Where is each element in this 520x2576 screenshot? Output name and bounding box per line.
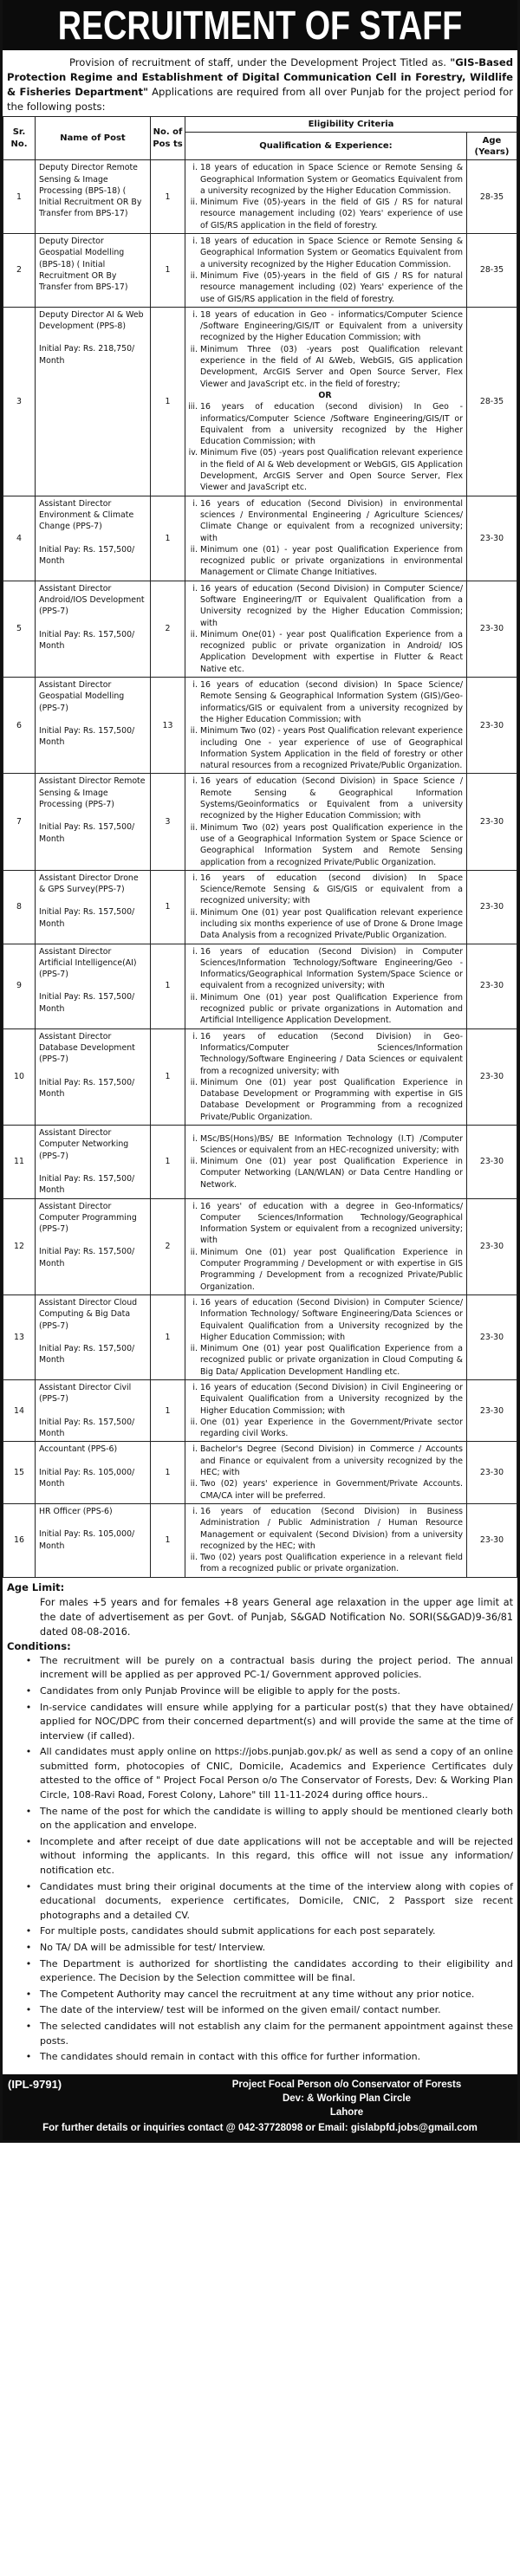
qualification-cell [185,234,467,308]
condition-item [17,1957,513,1986]
qualification-item [187,1077,463,1123]
item-text: 16 years of education (Second Division) in Computer Science/ Software Engineering/IT or Equivalent Qualification from a University recognized by the Higher Education Commission; with [200,583,463,628]
item-text: Minimum One(01) - year post Qualification Experience from a recognized public or private organization in Android/ IOS Application Development with expertise in Flutter & React Native etc. [200,629,463,674]
qualification-item [187,873,463,907]
condition-text: In-service candidates will ensure while applying for a particular post(s) that they have obtained/ applied for NOC/DPC from their concerned department(s) and will provide the same at the time of interview (if called). [40,1701,513,1742]
post-name-cell [36,944,151,1028]
serial-number: 11 [3,1126,36,1198]
office-line-2: Dev: & Working Plan Circle [282,2093,412,2104]
item-text: MSc/BS(Hons)/BS/ BE Information Technology (I.T) /Computer Sciences or equivalent from an HEC-recognized university; with [200,1133,463,1155]
item-text: 16 years of education (Second Division) in Geo-Informatics/Computer Sciences/Information Technology/Software Engineering / Data Sciences or equivalent from a recognized university; with [200,1031,463,1076]
initial-pay: Initial Pay: Rs. 157,500/ Month [39,725,135,748]
qualification-item [187,498,463,544]
conditions-heading: Conditions: [7,1639,71,1652]
post-name-cell [36,1294,151,1379]
item-text: One (01) year Experience in the Government/Private sector regarding civil Works. [200,1417,463,1439]
table-row [3,581,517,677]
intro-paragraph [3,50,517,116]
post-name: Assistant Director Cloud Computing & Big Data (PPS-7) [39,1297,138,1331]
condition-item [17,1701,513,1744]
condition-item [17,1684,513,1699]
age-limit-text: For males +5 years and for females +8 years General age relaxation in the upper age limit at the date of advertisement as per Govt. of Punjab, S&GAD Notification No. SORI(S&GAD)9-36/81 dated 08-08-2016. [40,1596,513,1638]
item-text: 16 years of education (Second Division) in Business Administration / Public Administration / Human Resource Management or equivalent (Second Division) from a university recognized by the HEC; with [200,1506,463,1551]
qualification-cell [185,1294,467,1379]
condition-item [17,1941,513,1956]
age-range: 28-35 [467,234,517,308]
post-name-cell [36,1028,151,1125]
initial-pay: Initial Pay: Rs. 157,500/ Month [39,992,135,1014]
item-marker: ii. [190,1344,198,1354]
qualification-item [187,907,463,942]
table-row [3,944,517,1028]
item-marker: i. [192,1201,198,1211]
item-text: Minimum one (01) - year post Qualification Experience from recognized public or private organizations in environmental Management or Climate Change Initiatives. [200,544,463,578]
post-name-cell [36,1442,151,1503]
initial-pay: Initial Pay: Rs. 105,000/ Month [39,1529,135,1551]
qualification-item [187,822,463,868]
table-row [3,1379,517,1441]
item-marker: i. [192,1382,198,1392]
qualification-item [187,447,463,493]
table-row [3,1503,517,1577]
number-of-posts: 1 [151,234,185,308]
qualification-item [187,1297,463,1343]
item-text: 16 years' of education with a degree in Geo-Informatics/ Computer Sciences/Information Technology/Geographical Information System or equivalent from a recognized university; with [200,1201,463,1246]
age-limit-section [3,1578,517,2069]
number-of-posts: 2 [151,1198,185,1294]
table-row [3,678,517,774]
age-range: 23-30 [467,496,517,581]
item-marker: i. [192,1444,198,1455]
post-name: Assistant Director Environment & Climate Change (PPS-7) [39,498,134,532]
intro-text: Provision of recruitment of staff, under the Development Project Titled as. [69,56,451,68]
item-marker: ii. [190,1157,198,1167]
qualification-item [187,1444,463,1478]
post-name-cell [36,1126,151,1198]
item-text: Minimum One (01) year post Qualification Experience from a recognized public or private organization in Cloud Computing & Big Data/ Application Development Handling etc. [200,1344,463,1377]
table-row [3,774,517,870]
item-text: Minimum One (01) year post Qualification Experience in Database Development or Programming with expertise in GIS Database Development or Programming from a recognized Private/Public Organization. [200,1077,463,1122]
condition-text: Candidates must bring their original documents at the time of the interview along with copies of educational documents, experience certificates, Domicile, CNIC, 2 Passport size recent photographs and a detailed CV. [40,1880,513,1921]
condition-text: Candidates from only Punjab Province will be eligible to apply for the posts. [40,1684,400,1697]
post-name: Assistant Director Computer Programming (PPS-7) [39,1201,137,1235]
qualification-cell [185,870,467,944]
item-text: Minimum Two (02) - years Post Qualification relevant experience including One - year experience of use of Geographical Information System Application in the field of forestry or other natural resources from a recognized Private/Public Organization. [200,726,463,771]
footer [3,2074,517,2140]
number-of-posts: 1 [151,1028,185,1125]
age-range: 23-30 [467,1198,517,1294]
table-row [3,1294,517,1379]
item-text: Minimum One (01) year post Qualification Experience in Computer Programming / Development or with expertise in GIS Programming / Development from a recognized Private/Public Organization. [200,1247,463,1292]
post-name: Accountant (PPS-6) [39,1444,118,1455]
post-name-cell [36,160,151,234]
condition-item [17,2050,513,2065]
item-marker: ii. [190,907,198,918]
condition-text: The name of the post for which the candidate is willing to apply should be mentioned clearly both on the application and envelope. [40,1805,513,1832]
bullet-icon: • [25,1880,32,1892]
qualification-cell [185,774,467,870]
title-banner [3,0,517,50]
table-row [3,496,517,581]
age-range: 23-30 [467,1294,517,1379]
qualification-item [187,1478,463,1502]
qualification-item [187,992,463,1027]
qualification-cell [185,1198,467,1294]
item-text: Two (02) years post Qualification experience in a relevant field from a recognized public or private organization. [200,1553,463,1574]
post-name-cell [36,870,151,944]
header-eligibility: Eligibility Criteria [185,117,517,133]
item-text: Minimum Five (05) -years post Qualification relevant experience in the field of AI & Web development or WebGIS, GIS Application Development, ArcGIS Server and Open Source Server, Flex Viewer and JavaScript etc. [200,448,463,493]
condition-text: The selected candidates will not establish any claim for the permanent appointment against these posts. [40,2020,513,2047]
number-of-posts: 13 [151,678,185,774]
qualification-item [187,775,463,821]
number-of-posts: 1 [151,870,185,944]
item-text: 16 years of education (second division) In Space Science/ Remote Sensing & Geographical Information System (GIS)/Geo-informatics/GIS or equivalent from a university recognized by the Higher Education Commission; with [200,680,463,724]
initial-pay: Initial Pay: Rs. 157,500/ Month [39,1417,135,1438]
bullet-icon: • [25,1746,32,1758]
item-marker: ii. [190,992,198,1002]
qualification-cell [185,160,467,234]
condition-text: Incomplete and after receipt of due date applications will not be acceptable and will be rejected without informing the applicants. In this regard, this office will not issue any information/ notification etc. [40,1835,513,1877]
item-marker: ii. [190,344,198,354]
item-text: 18 years of education in Space Science or Remote Sensing & Geographical Information System or Geomatics Equivalent from a university recognized by the Higher Education Commission. [200,237,463,269]
post-name-cell [36,1379,151,1441]
item-marker: i. [192,163,198,173]
ad-reference: (IPL-9791) [8,2077,62,2091]
post-name-cell [36,234,151,308]
item-text: Minimum Two (02) years post Qualification experience in the use of a Geographical Information System or Space Science or Geographical Information System and Remote Sensing application from a recognized Private/Public Organization. [200,822,463,867]
qualification-item [187,583,463,629]
condition-text: The date of the interview/ test will be informed on the given email/ contact number. [40,2004,441,2016]
qualification-item [187,1201,463,1247]
post-name: Assistant Director Computer Networking (PPS-7) [39,1128,129,1161]
item-marker: i. [192,1031,198,1041]
condition-item [17,2020,513,2048]
qualification-cell [185,1442,467,1503]
qualification-item [187,1552,463,1575]
qualification-item [187,309,463,344]
post-name: Assistant Director Drone & GPS Survey(PPS-7) [39,873,139,895]
serial-number: 5 [3,581,36,677]
bullet-icon: • [25,2020,32,2032]
bullet-icon: • [25,1701,32,1713]
qualification-item [187,1156,463,1191]
office-line-3: Lahore [329,2106,364,2118]
number-of-posts: 1 [151,496,185,581]
post-name-cell [36,678,151,774]
number-of-posts: 3 [151,774,185,870]
post-name: Assistant Director Civil (PPS-7) [39,1382,132,1405]
initial-pay: Initial Pay: Rs. 157,500/ Month [39,1343,135,1366]
header-posts: No. of Pos ts [151,117,185,160]
age-range: 23-30 [467,581,517,677]
contact-info: For further details or inquiries contact @ 042-37728098 or Email: gislabpfd.jobs@gmail.com [42,2122,478,2133]
post-name-cell [36,581,151,677]
condition-item [17,1988,513,2002]
bullet-icon: • [25,1988,32,2000]
age-range: 23-30 [467,1503,517,1577]
item-text: Minimum Three (03) -years post Qualification relevant experience in the field of AI &Web, WebGIS, GIS application Development, ArcGIS Server and Open Source Server, Flex Viewer and JavaScript etc. in the field of forestry; [200,344,463,389]
post-name: Assistant Director Remote Sensing & Image Processing (PPS-7) [39,776,146,810]
header-name: Name of Post [36,117,151,160]
item-text: 16 years of education (Second Division) in Space Science / Remote Sensing & Geographical Information Systems/Geoinformatics or Equivalent from a university recognized by the Higher Education Commission; with [200,776,463,821]
table-row [3,870,517,944]
item-marker: i. [192,1297,198,1307]
table-row [3,1028,517,1125]
bullet-icon: • [25,1684,32,1697]
qualification-item [187,1031,463,1077]
post-name-cell [36,1503,151,1577]
item-text: Two (02) years' experience in Government/Private Accounts. CMA/CA inter will be preferred. [200,1479,463,1501]
header-qualification: Qualification & Experience: [185,133,467,160]
serial-number: 15 [3,1442,36,1503]
qualification-cell [185,1028,467,1125]
condition-text: The Department is authorized for shortlisting the candidates according to their eligibility and experience. The Decision by the Selection committee will be final. [40,1957,513,1984]
item-marker: ii. [190,1077,198,1087]
qualification-item [187,162,463,197]
qualification-item [187,679,463,725]
item-marker: i. [192,873,198,883]
condition-text: No TA/ DA will be admissible for test/ Interview. [40,1942,266,1954]
intro-text-end: Applications are required from all over Punjab for the project period for the following posts: [7,86,513,113]
number-of-posts: 1 [151,944,185,1028]
or-separator: OR [318,390,332,400]
item-text: 18 years of education in Space Science or Remote Sensing & Geographical Information System or Geomatics Equivalent from a university recognized by the Higher Education Commission. [200,163,463,196]
table-row [3,1198,517,1294]
bullet-icon: • [25,1942,32,1954]
item-text: Minimum One (01) year post Qualification Experience in Computer Networking (LAN/WLAN) or Data Centre Handling or Network. [200,1157,463,1190]
number-of-posts: 1 [151,1126,185,1198]
age-range: 23-30 [467,1379,517,1441]
item-marker: ii. [190,1247,198,1257]
office-line-1: Project Focal Person o/o Conservator of Forests [231,2079,462,2090]
item-text: 16 years of education (Second Division) in Civil Engineering or Equivalent Qualification from a University recognized by the Higher Education Commission; with [200,1382,463,1416]
qualification-cell [185,496,467,581]
item-marker: i. [192,1506,198,1516]
item-marker: iv. [188,448,198,458]
number-of-posts: 1 [151,1442,185,1503]
bullet-icon: • [25,2004,32,2016]
qualification-item [187,1417,463,1440]
age-range: 23-30 [467,870,517,944]
serial-number: 1 [3,160,36,234]
post-name: Assistant Director Artificial Intelligence(AI) (PPS-7) [39,946,137,980]
table-row [3,234,517,308]
condition-item [17,1745,513,1802]
table-row [3,1442,517,1503]
item-text: Bachelor's Degree (Second Division) in Commerce / Accounts and Finance or equivalent from a university recognized by the HEC; with [200,1444,463,1478]
table-row [3,160,517,234]
posts-table [3,116,517,1578]
condition-text: The candidates should remain in contact with this office for further information. [40,2051,421,2063]
qualification-cell [185,1503,467,1577]
qualification-cell [185,1126,467,1198]
qualification-item [187,1343,463,1378]
bullet-icon: • [25,2051,32,2063]
qualification-cell [185,307,467,496]
age-range: 23-30 [467,1442,517,1503]
qualification-item [187,236,463,270]
qualification-item [187,946,463,992]
qualification-cell [185,944,467,1028]
post-name: Deputy Director Geospatial Modelling (BPS-18) ( Initial Recruitment OR By Transfer from BPS-17) [39,237,128,293]
item-marker: i. [192,237,198,247]
condition-item [17,1924,513,1939]
serial-number: 8 [3,870,36,944]
bullet-icon: • [25,1835,32,1847]
item-marker: i. [192,946,198,957]
qualification-item [187,1506,463,1552]
serial-number: 6 [3,678,36,774]
serial-number: 7 [3,774,36,870]
item-marker: i. [192,1133,198,1144]
condition-item [17,2003,513,2018]
item-marker: i. [192,498,198,509]
item-text: Minimum One (01) year post Qualification relevant experience including six months experience of use of Drone & Drone Image Data Analysis from a recognized Private/Public Organization. [200,907,463,941]
age-range: 28-35 [467,307,517,496]
post-name: HR Officer (PPS-6) [39,1506,113,1516]
number-of-posts: 1 [151,160,185,234]
item-marker: i. [192,680,198,691]
age-range: 23-30 [467,774,517,870]
initial-pay: Initial Pay: Rs. 157,500/ Month [39,907,135,929]
qualification-item [187,197,463,231]
condition-item [17,1880,513,1924]
post-name: Assistant Director Geospatial Modelling (PPS-7) [39,680,125,713]
number-of-posts: 1 [151,1379,185,1441]
post-name-cell [36,774,151,870]
qualification-item [187,1382,463,1417]
initial-pay: Initial Pay: Rs. 157,500/ Month [39,1247,135,1269]
age-limit-heading: Age Limit: [7,1580,65,1593]
qualification-item [187,401,463,447]
age-range: 23-30 [467,678,517,774]
number-of-posts: 1 [151,1294,185,1379]
serial-number: 14 [3,1379,36,1441]
condition-text: The recruitment will be purely on a contractual basis during the project period. The annual increment will be applied as per approved PC-1/ Government approved policies. [40,1654,513,1681]
post-name-cell [36,496,151,581]
condition-item [17,1805,513,1833]
item-marker: iii. [188,402,198,412]
item-text: 16 years of education (Second Division) in Computer Sciences/Information Technology/Software Engineering/Geo - Informatics/Geographical Information System/Space Science or equivalent from a recognized university; with [200,946,463,991]
age-range: 23-30 [467,1028,517,1125]
serial-number: 3 [3,307,36,496]
bullet-icon: • [25,1925,32,1937]
qualification-cell [185,678,467,774]
condition-text: For multiple posts, candidates should submit applications for each post separately. [40,1925,436,1937]
initial-pay: Initial Pay: Rs. 157,500/ Month [39,1173,135,1196]
table-row [3,1126,517,1198]
age-range: 23-30 [467,1126,517,1198]
serial-number: 9 [3,944,36,1028]
number-of-posts: 1 [151,307,185,496]
initial-pay: Initial Pay: Rs. 157,500/ Month [39,544,135,566]
item-marker: i. [192,309,198,320]
serial-number: 4 [3,496,36,581]
item-marker: i. [192,776,198,787]
initial-pay: Initial Pay: Rs. 157,500/ Month [39,629,135,651]
serial-number: 10 [3,1028,36,1125]
item-text: Minimum Five (05)-years in the field of GIS / RS for natural resource management including (02) Years' experience of the use of GIS/RS application in the field of forestry. [200,270,463,304]
post-name: Deputy Director Remote Sensing & Image Processing (BPS-18) ( Initial Recruitment OR By Transfer from BPS-17) [39,163,142,219]
item-text: Minimum Five (05)-years in the field of GIS / RS for natural resource management including (02) Years' experience of use of GIS/RS application in the field of forestry. [200,198,463,230]
item-marker: ii. [190,726,198,736]
header-age: Age (Years) [467,133,517,160]
serial-number: 13 [3,1294,36,1379]
qualification-cell [185,581,467,677]
condition-item [17,1654,513,1683]
item-marker: i. [192,583,198,594]
item-marker: ii. [190,544,198,555]
initial-pay: Initial Pay: Rs. 157,500/ Month [39,1077,135,1099]
qualification-item [187,344,463,390]
item-marker: ii. [190,1479,198,1489]
item-marker: ii. [190,198,198,208]
number-of-posts: 1 [151,1503,185,1577]
qualification-item [187,1133,463,1157]
item-text: 16 years of education (second division) In Geo - informatics/Computer Science /Software Engineering/GIS/IT or Equivalent from a university recognized by the Higher Education Commission; with [200,402,463,447]
project-title: "GIS-Based Protection Regime and Establishment of Digital Communication Cell in Forestry, Wildlife & Fisheries Department" [7,56,513,98]
item-text: 16 years of education (Second Division) in Computer Science/ Information Technology/ Software Engineering/Data Sciences or Equivalent Qualification from a University recognized by the Higher Education Commission; with [200,1297,463,1342]
condition-text: The Competent Authority may cancel the recruitment at any time without any prior notice. [40,1988,475,2000]
qualification-item [187,725,463,771]
qualification-cell [185,1379,467,1441]
item-marker: ii. [190,270,198,281]
item-text: Minimum One (01) year post Qualification Experience from recognized public or private organizations in Automation and Artificial Intelligence Application Development. [200,992,463,1026]
number-of-posts: 2 [151,581,185,677]
age-range: 23-30 [467,944,517,1028]
post-name: Assistant Director Android/IOS Development (PPS-7) [39,583,145,617]
post-name: Deputy Director AI & Web Development (PPS-8) [39,309,144,332]
item-marker: ii. [190,1553,198,1563]
age-range: 28-35 [467,160,517,234]
post-name: Assistant Director Database Development (PPS-7) [39,1031,135,1065]
condition-text: All candidates must apply online on https://jobs.punjab.gov.pk/ as well as send a copy of an online submitted form, photocopies of CNIC, Domicile, Academics and Experience Certificates duly attested to the office of " Project Focal Person o/o The Conservator of Forests, Dev: & Working Plan Circle, 108-Ravi Road, Forest Colony, Lahore" till 11-11-2024 during office hours.. [40,1746,513,1801]
item-marker: ii. [190,822,198,833]
bullet-icon: • [25,1654,32,1666]
item-marker: ii. [190,629,198,639]
qualification-item [187,1247,463,1293]
initial-pay: Initial Pay: Rs. 157,500/ Month [39,822,135,844]
conditions-list [7,1654,513,2065]
item-marker: ii. [190,1417,198,1427]
post-name-cell [36,1198,151,1294]
serial-number: 2 [3,234,36,308]
item-text: 16 years of education (Second Division) in environmental sciences / Environmental Engineering / Agriculture Sciences/ Climate Change or equivalent from a recognized university; with [200,498,463,543]
serial-number: 16 [3,1503,36,1577]
table-row [3,307,517,496]
qualification-item [187,544,463,579]
header-sr: Sr. No. [3,117,36,160]
item-text: 16 years of education (second division) In Space Science/Remote Sensing & GIS/GIS or equivalent from a recognized university; with [200,873,463,906]
post-name-cell [36,307,151,496]
initial-pay: Initial Pay: Rs. 105,000/ Month [39,1467,135,1489]
item-text: 18 years of education in Geo - informatics/Computer Science /Software Engineering/GIS/IT or Equivalent from a university recognized by the Higher Education Commission; with [200,309,463,343]
serial-number: 12 [3,1198,36,1294]
initial-pay: Initial Pay: Rs. 218,750/ Month [39,344,135,366]
bullet-icon: • [25,1805,32,1817]
page-title: RECRUITMENT OF STAFF [49,0,471,50]
condition-item [17,1835,513,1878]
bullet-icon: • [25,1957,32,1969]
qualification-item [187,629,463,675]
qualification-item [187,270,463,305]
